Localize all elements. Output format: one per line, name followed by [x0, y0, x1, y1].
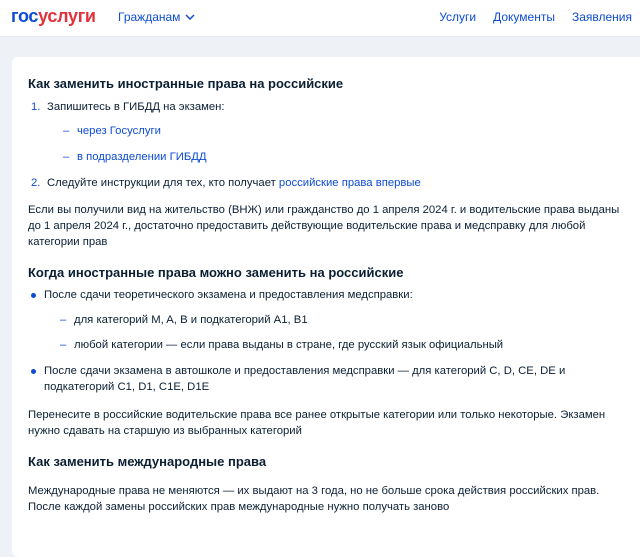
step-number: 1.: [31, 101, 41, 113]
chevron-down-icon: [185, 14, 195, 20]
role-dropdown[interactable]: [118, 9, 195, 25]
condition-item: [28, 363, 633, 395]
step-number: 2.: [31, 177, 41, 189]
role-dropdown-label: Гражданам: [118, 10, 181, 24]
step-item: [28, 175, 633, 191]
paragraph-categories: Перенесите в российские водительские права все ранее открытые категории или только некоторые. Экзамен нужно сдавать на старшую из выбранных категорий: [28, 409, 606, 437]
section-title-when-replace: Когда иностранные права можно заменить на российские: [28, 265, 404, 280]
condition-sub-list: [44, 312, 633, 353]
logo-part-uslugi: услуги: [38, 6, 96, 26]
main-nav: [439, 9, 632, 25]
step-item: [28, 99, 633, 165]
link-first-license[interactable]: российские права впервые: [278, 177, 421, 189]
condition-sub-text: для категорий M, A, B и подкатегорий A1, B1: [74, 314, 308, 326]
step-text: Следуйте инструкции для тех, кто получает: [47, 177, 279, 189]
paragraph-vnzh: Если вы получили вид на жительство (ВНЖ) или гражданство до 1 апреля 2024 г. и водительские права выданы до 1 апреля 2024 г., достаточно предоставить действующие водительские права и медсправку для любой категории прав: [28, 204, 620, 248]
condition-sub-item: [44, 312, 633, 328]
link-gibdd-office[interactable]: в подразделении ГИБДД: [77, 151, 207, 163]
link-via-gosuslugi[interactable]: через Госуслуги: [77, 125, 161, 137]
section-title-international: Как заменить международные права: [28, 454, 267, 469]
conditions-list: [28, 287, 633, 395]
dash-marker: –: [60, 314, 67, 326]
gosuslugi-logo[interactable]: [11, 5, 96, 27]
top-header: [0, 0, 640, 37]
step1-option-gibdd: [47, 149, 633, 165]
bullet-dot: [31, 293, 36, 298]
steps-list: [28, 99, 633, 191]
paragraph-international: Международные права не меняются — их выдают на 3 года, но не больше срока действия российских прав. После каждой замены российских прав международные нужно получать заново: [28, 485, 600, 513]
step1-option-gosuslugi: [47, 123, 633, 139]
article-content: [28, 75, 633, 515]
dash-marker: –: [63, 151, 70, 163]
bullet-dot: [31, 369, 36, 374]
dash-marker: –: [60, 339, 67, 351]
nav-link-documents[interactable]: Документы: [493, 10, 555, 24]
step-text: Запишитесь в ГИБДД на экзамен:: [47, 101, 225, 113]
nav-link-services[interactable]: Услуги: [439, 10, 477, 24]
section-title-replace-foreign: Как заменить иностранные права на российские: [28, 76, 344, 91]
logo-part-gos: гос: [11, 6, 39, 26]
nav-link-applications[interactable]: Заявления: [571, 10, 632, 24]
condition-sub-text: любой категории — если права выданы в стране, где русский язык официальный: [74, 339, 504, 351]
condition-text: После сдачи теоретического экзамена и предоставления медсправки:: [44, 289, 413, 301]
condition-text: После сдачи экзамена в автошколе и предоставления медсправки — для категорий C, D, CE, DE и подкатегорий C1, D1, C1E, D1E: [44, 365, 566, 393]
condition-item: [28, 287, 633, 353]
step1-options: [47, 123, 633, 165]
dash-marker: –: [63, 125, 70, 137]
condition-sub-item: [44, 337, 633, 353]
